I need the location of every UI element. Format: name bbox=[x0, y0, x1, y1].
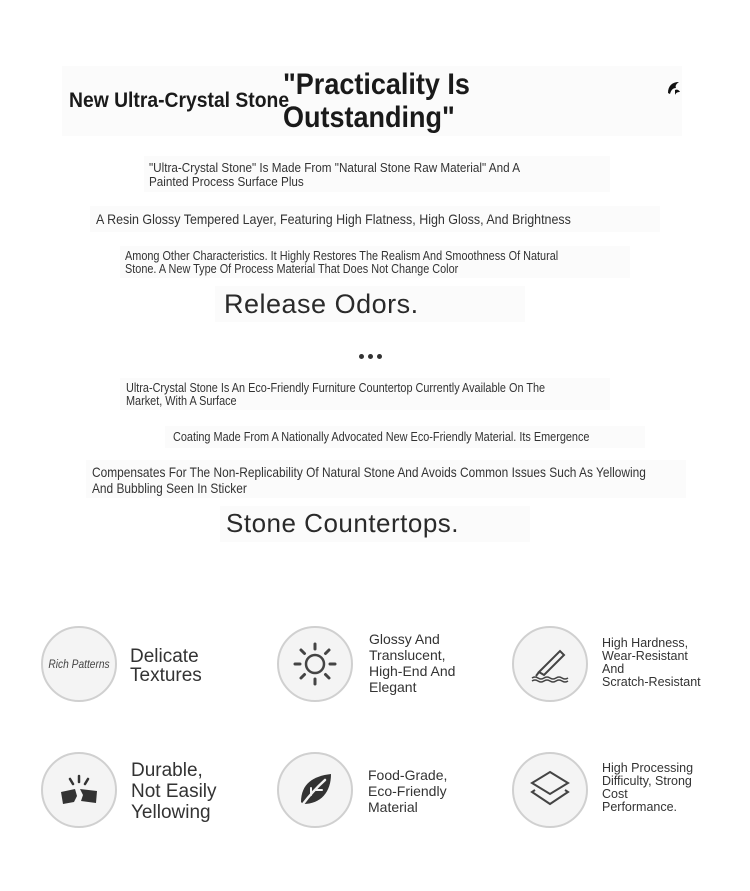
feature-high-processing: High Processing Difficulty, Strong Cost Performance. bbox=[602, 761, 694, 814]
feature-durable: Durable, Not Easily Yellowing bbox=[131, 760, 217, 823]
rich-patterns-circle: Rich Patterns bbox=[41, 626, 117, 702]
layers-icon bbox=[512, 752, 588, 828]
eco-paragraph-3: Compensates For The Non-Replicability Of Natural Stone And Avoids Common Issues Such As Yellowing And Bubbling Seen In Sticker bbox=[92, 464, 646, 496]
intro-paragraph-2: A Resin Glossy Tempered Layer, Featuring High Flatness, High Gloss, And Brightness bbox=[96, 211, 571, 227]
brand-logo-icon bbox=[664, 78, 684, 98]
feature-delicate-textures: Delicate Textures bbox=[130, 646, 202, 686]
feature-high-hardness: High Hardness, Wear-Resistant And Scratch-Resistant bbox=[602, 636, 701, 689]
eco-paragraph-2: Coating Made From A Nationally Advocated New Eco-Friendly Material. Its Emergence bbox=[173, 430, 590, 444]
headline-quote: "Practicality Is Outstanding" bbox=[283, 68, 470, 134]
leaf-icon bbox=[277, 752, 353, 828]
product-title: New Ultra-Crystal Stone bbox=[69, 89, 290, 112]
stone-countertops-heading: Stone Countertops. bbox=[226, 508, 460, 538]
feature-food-grade: Food-Grade, Eco-Friendly Material bbox=[368, 767, 448, 815]
feature-glossy-translucent: Glossy And Translucent, High-End And Elegant bbox=[369, 631, 456, 695]
release-odors-heading: Release Odors. bbox=[224, 289, 419, 319]
scraper-icon bbox=[512, 626, 588, 702]
ellipsis-divider bbox=[359, 346, 386, 364]
intro-paragraph-3: Among Other Characteristics. It Highly Restores The Realism And Smoothness Of Natural Stone. A New Type Of Process Material That Does Not Change Color bbox=[125, 249, 559, 276]
eco-paragraph-1: Ultra-Crystal Stone Is An Eco-Friendly Furniture Countertop Currently Available On The Market, With A Surface bbox=[126, 381, 546, 408]
broken-tile-icon bbox=[41, 752, 117, 828]
sun-icon bbox=[277, 626, 353, 702]
intro-paragraph-1: "Ultra-Crystal Stone" Is Made From "Natural Stone Raw Material" And A Painted Process Surface Plus bbox=[149, 160, 521, 189]
